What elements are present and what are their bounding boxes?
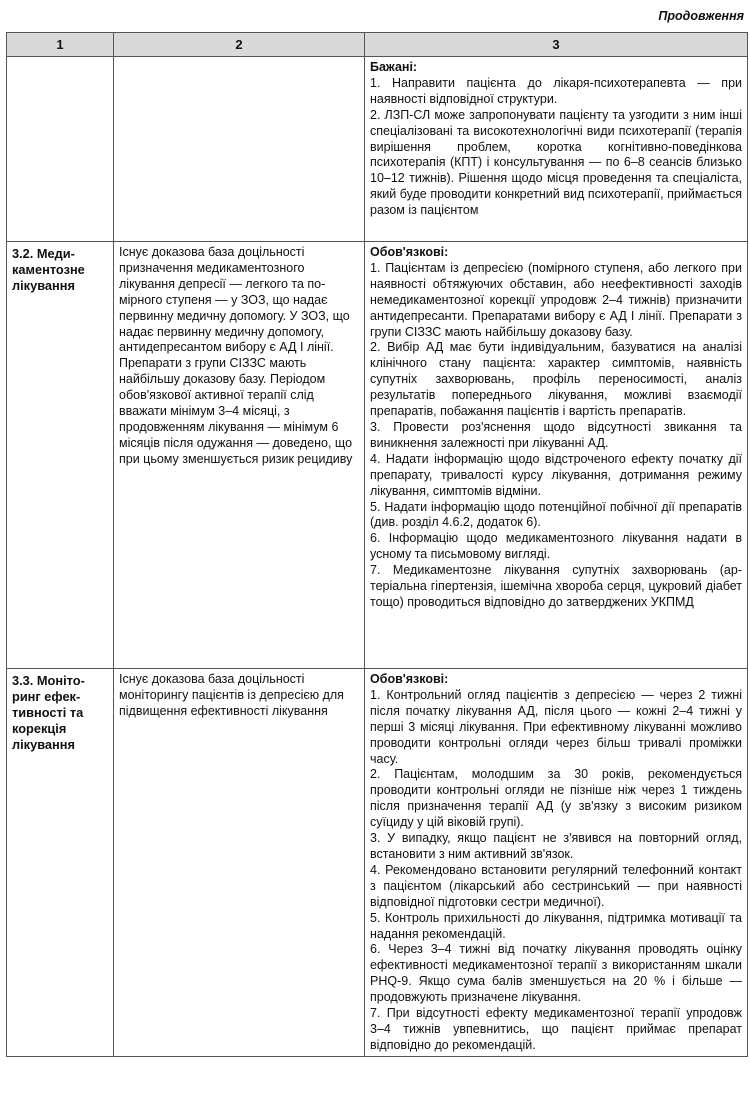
requirement-item: 2. Вибір АД має бути індивідуальним, базуватися на аналізі клінічного стану пацієнта: характер симптомів, наявність супутніх захворювань, профіль переносимості, аналіз результатів попереднього лікування, можливі взаємодії препаратів, побажання пацієнтів і вартість препаратів.: [370, 340, 742, 419]
requirement-item: 6. Через 3–4 тижні від початку лікування проводять оцінку ефективності медикаментозної терапії з використанням шкали PHQ-9. Якщо сума балів зменшується на 20 % і більше — продовжують призначене лікування.: [370, 942, 742, 1005]
section-title: 3.2. Медикаментозне лікування: [7, 242, 114, 669]
requirement-item: 6. Інформацію щодо медикаментозного лікування надати в усному та письмовому вигляді.: [370, 531, 742, 562]
requirement-item: 1. Направити пацієнта до лікаря-психотерапевта — при наявності відповідної структури.: [370, 75, 742, 106]
section-description: [114, 57, 365, 242]
requirements-heading: Обов'язкові:: [370, 672, 449, 686]
requirement-item: 4. Рекомендовано встановити регулярний телефонний контакт з пацієнтом (лікарський або сестринський — при наявності відповідної підготовки сестри медичної).: [370, 862, 742, 909]
column-header-3: 3: [365, 33, 748, 57]
requirement-item: 5. Контроль прихильності до лікування, підтримка мотивації та надання рекомендацій.: [370, 910, 742, 941]
table-row: [7, 242, 748, 669]
section-title: 3.3. Моніторинг ефективності та корекція лікування: [7, 669, 114, 1057]
requirements-cell: [365, 57, 748, 242]
requirement-item: 7. При відсутності ефекту медикаментозної терапії упродовж 3–4 тижнів увпевнитись, що пацієнт приймає препарат відповідно до рекомендацій.: [370, 1006, 742, 1052]
requirements-heading: Бажані:: [370, 60, 418, 74]
requirement-item: 1. Контрольний огляд пацієнтів з депресією — через 2 тижні після початку лікування АД, після цього — кожні 2–4 тижні у перші 3 місяці лікування. При ефективному лікуванні можливо проводити контрольні огляди через більш тривалі проміжки часу.: [370, 687, 742, 766]
column-header-1: 1: [7, 33, 114, 57]
requirement-item: 2. ЛЗП-СЛ може запропонувати пацієнту та узгодити з ним інші спеціалізовані та високотехнологічні види психотерапії (терапія вирішення проблем, коротка когнітивно-поведінкова психотерапія (КПТ) і консультування — по 6–8 сеансів близько 10–12 тижнів). Рішення щодо місця проведення та спеціаліста, який буде проводити конкретний вид психотерапії, приймається разом із пацієнтом: [370, 107, 742, 218]
requirement-item: 5. Надати інформацію щодо потенційної побічної дії препаратів (див. розділ 4.6.2, додаток 6).: [370, 499, 742, 530]
continued-label: Продовження: [658, 9, 744, 23]
section-title: [7, 57, 114, 242]
column-header-2: 2: [114, 33, 365, 57]
requirement-item: 4. Надати інформацію щодо відстроченого ефекту початку дії препарату, тривалості курсу лікування, дотримання режиму лікування, симптомів відміни.: [370, 451, 742, 498]
requirement-item: 3. Провести роз'яснення щодо відсутності звикання та виникнення залежності при лікуванні АД.: [370, 419, 742, 450]
protocol-table: [6, 32, 748, 1057]
requirements-cell: [365, 669, 748, 1057]
requirement-item: 2. Пацієнтам, молодшим за 30 років, рекомендується проводити контрольні огляди не пізніше ніж через 1 тиждень після призначення терапії АД (у зв'язку з високим ризиком суїциду у цій віковій групі).: [370, 767, 742, 830]
requirement-item: 3. У випадку, якщо пацієнт не з'явився на повторний огляд, встановити з ним активний зв'язок.: [370, 831, 742, 861]
table-row: [7, 57, 748, 242]
requirements-heading: Обов'язкові:: [370, 245, 449, 259]
table-row: [7, 669, 748, 1057]
table-header-row: [7, 33, 748, 57]
requirement-item: 7. Медикаментозне лікування супутніх захворювань (артеріальна гіпертензія, ішемічна хвороба серця, цукровий діабет тощо) проводиться відповідно до затверджених УКПМД: [370, 563, 742, 609]
requirements-cell: [365, 242, 748, 669]
section-description: Існує доказова база доцільності моніторингу пацієнтів із депресією для підвищення ефективності лікування: [114, 669, 365, 1057]
requirement-item: 1. Пацієнтам із депресією (помірного ступеня, або легкого при наявності обтяжуючих обставин, або неефективності заходів немедикаментозної корекції упродовж 2–4 тижнів) призначити антидепресанти. Препаратами вибору є АД І лінії. Препарати з групи СІЗЗС мають найбільшу доказову базу.: [370, 260, 742, 339]
section-description: Існує доказова база доцільності призначення медикаментозного лікування депресії — легкого та помірного ступеня — у ЗОЗ, що надає первинну медичну допомогу. У ЗОЗ, що надає первинну медичну допомогу, антидепресантом вибору є АД І лінії. Препарати з групи СІЗЗС мають найбільшу доказову базу. Періодом обов'язкової активної терапії слід вважати мінімум 3–4 місяці, з продовженням лікування — мінімум 6 місяців після одужання — доведено, що при цьому зменшується ризик рецидиву: [114, 242, 365, 669]
